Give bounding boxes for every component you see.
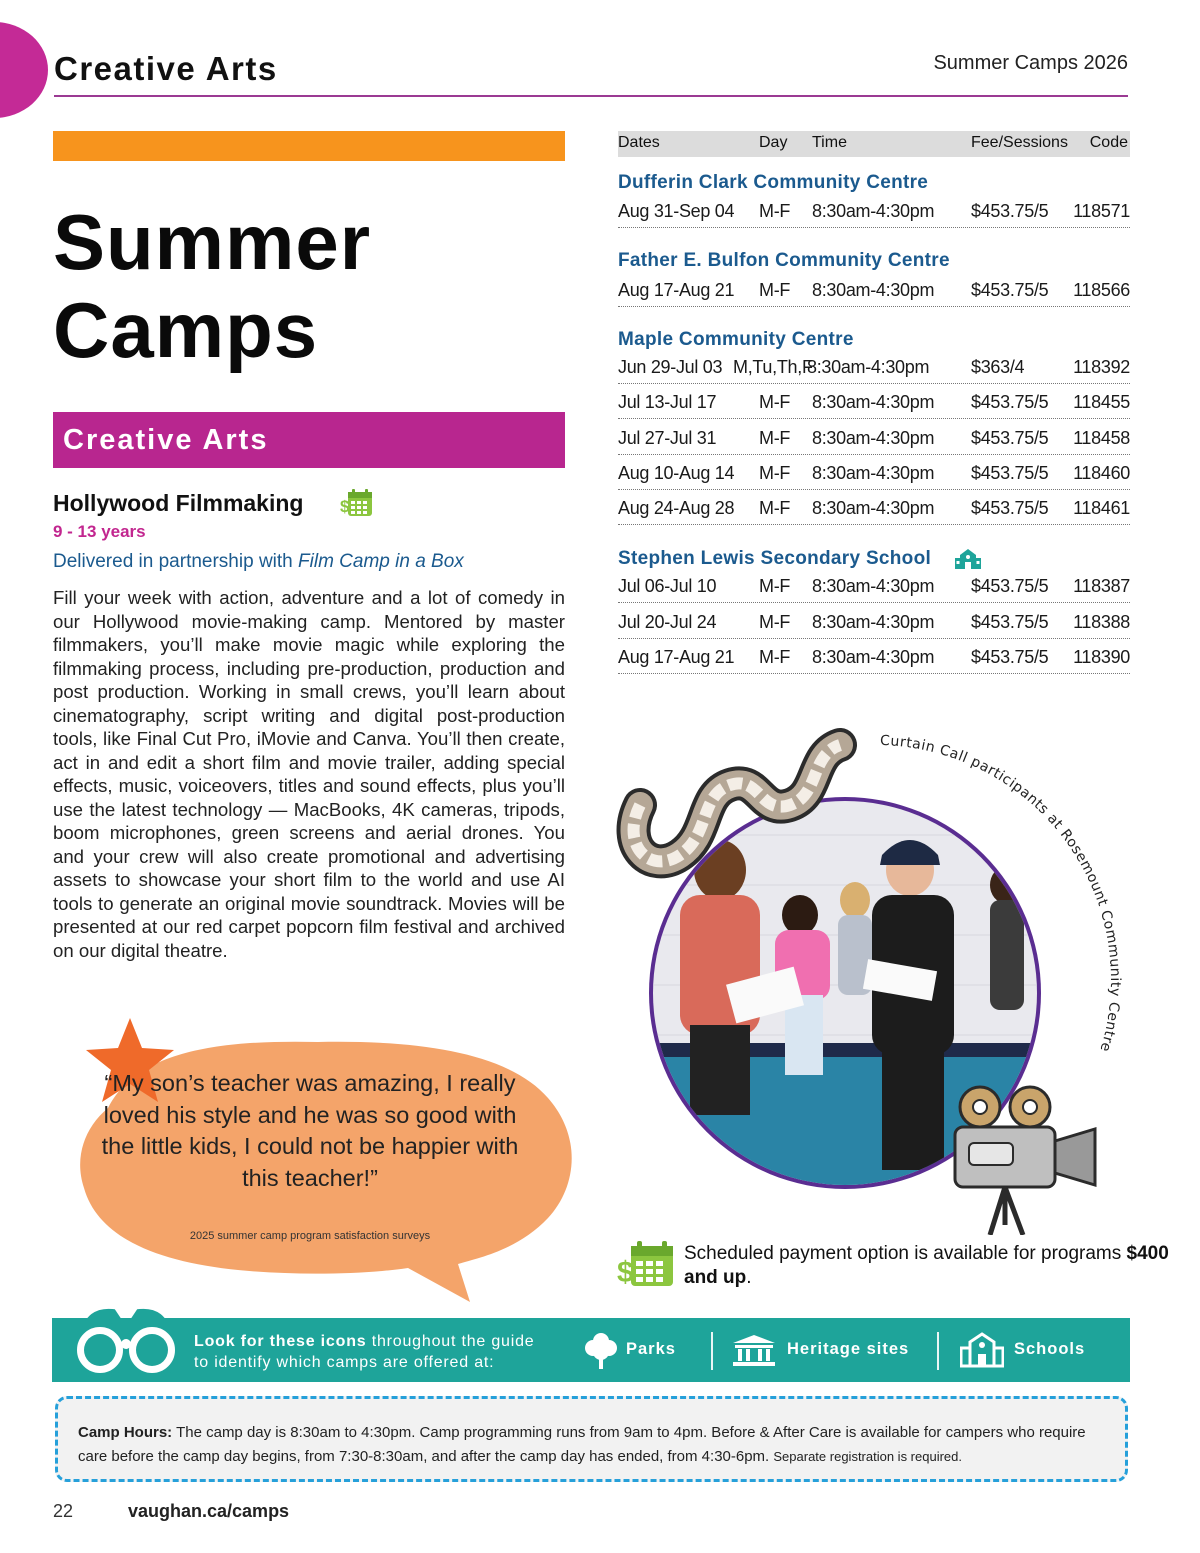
camp-hours-note: Separate registration is required. — [773, 1449, 962, 1464]
photo-caption: Curtain Call participants at Rosemount Community Centre — [879, 732, 1123, 1054]
location-name: Father E. Bulfon Community Centre — [618, 250, 950, 271]
cell-dates: Jul 27-Jul 31 — [618, 428, 717, 448]
col-header-code: Code — [1089, 134, 1128, 151]
table-row — [618, 609, 1130, 639]
table-row — [618, 573, 1130, 603]
cell-fee: $363/4 — [971, 357, 1025, 377]
icon-legend-intro-rest: throughout the guide — [366, 1333, 535, 1350]
col-header-time: Time — [812, 134, 847, 151]
school-icon — [954, 548, 982, 570]
guide-title: Summer Camps 2026 — [933, 52, 1128, 74]
cell-time: 8:30am-4:30pm — [812, 280, 935, 300]
cell-code: 118387 — [1073, 576, 1130, 596]
table-row — [618, 389, 1130, 419]
cell-dates: Aug 17-Aug 21 — [618, 647, 735, 667]
cell-fee: $453.75/5 — [971, 280, 1049, 300]
cell-dates: Aug 10-Aug 14 — [618, 463, 735, 483]
table-row — [618, 644, 1130, 674]
header-divider — [54, 95, 1128, 97]
cell-day: M-F — [759, 201, 791, 221]
cell-day: M-F — [759, 392, 791, 412]
svg-text:$: $ — [340, 497, 350, 516]
cell-code: 118460 — [1073, 463, 1130, 483]
icon-legend-band — [52, 1318, 1130, 1382]
icon-legend-intro-bold: Look for these icons — [194, 1333, 367, 1350]
category-band-label: Creative Arts — [63, 424, 269, 456]
tree-icon — [584, 1331, 618, 1369]
payment-note — [684, 1242, 1200, 1290]
cell-dates: Jul 06-Jul 10 — [618, 576, 717, 596]
payment-note-end: . — [746, 1267, 752, 1288]
cell-code: 118458 — [1073, 428, 1130, 448]
cell-day: M-F — [759, 463, 791, 483]
section-header-title: Creative Arts — [54, 50, 278, 87]
svg-text:$: $ — [617, 1256, 634, 1289]
schedule-table-header — [618, 131, 1130, 157]
cell-dates: Jul 20-Jul 24 — [618, 612, 717, 632]
category-band — [53, 412, 565, 468]
col-header-day: Day — [759, 134, 788, 151]
scheduled-payment-icon — [340, 488, 374, 518]
page-number: 22 — [53, 1501, 74, 1521]
cell-day: M-F — [759, 647, 791, 667]
program-description: Fill your week with action, adventure and a lot of comedy in our Hollywood movie-making camp. Mentored by master filmmakers, you’ll make movie magic while exploring the filmmaking process, including pre-production, production and post production. Working in small crews, you’ll learn about cinematography, script writing and digital post-production tools, like Final Cut Pro, iMovie and Canva. You’ll then create, act in and edit a short film and movie trailer, adding special effects, music, voiceovers, titles and sound effects, plus you’ll use the latest technology — MacBooks, 4K cameras, tripods, boom microphones, green screens and aerial drones. You and your crew will also create promotional and advertising assets to showcase your short film to the world and use AI tools to generate an original movie soundtrack. Movies will be presented at our red carpet popcorn film festival and archived on our digital theatre. — [53, 587, 565, 961]
cell-time: 8:30am-4:30pm — [812, 392, 935, 412]
cell-day: M-F — [759, 576, 791, 596]
page-title-line2: Camps — [53, 286, 319, 374]
cell-dates: Aug 17-Aug 21 — [618, 280, 735, 300]
table-row — [618, 460, 1130, 490]
cell-day: M-F — [759, 428, 791, 448]
cell-time: 8:30am-4:30pm — [812, 576, 935, 596]
cell-fee: $453.75/5 — [971, 428, 1049, 448]
cell-fee: $453.75/5 — [971, 612, 1049, 632]
program-title: Hollywood Filmmaking — [53, 490, 304, 516]
movie-camera-icon — [955, 1087, 1095, 1235]
location-name: Dufferin Clark Community Centre — [618, 172, 929, 193]
col-header-fee: Fee/Sessions — [971, 134, 1068, 151]
legend-separator — [937, 1332, 939, 1370]
cell-day: M-F — [759, 280, 791, 300]
cell-time: 8:30am-4:30pm — [812, 463, 935, 483]
col-header-dates: Dates — [618, 134, 660, 151]
cell-time: 8:30am-4:30pm — [812, 201, 935, 221]
camp-photo — [610, 725, 1130, 1235]
cell-code: 118392 — [1073, 357, 1130, 377]
icon-legend-intro-line2: to identify which camps are offered at: — [194, 1354, 495, 1371]
cell-time: 8:30am-4:30pm — [812, 498, 935, 518]
cell-dates: Jul 13-Jul 17 — [618, 392, 717, 412]
program-partner — [53, 551, 464, 573]
cell-time: 8:30am-4:30pm — [812, 647, 935, 667]
cell-code: 118455 — [1073, 392, 1130, 412]
cell-fee: $453.75/5 — [971, 576, 1049, 596]
camp-hours-label: Camp Hours: — [78, 1424, 173, 1441]
table-row — [618, 354, 1130, 384]
testimonial-source: 2025 summer camp program satisfaction surveys — [189, 1230, 431, 1242]
legend-heritage-label: Heritage sites — [787, 1340, 910, 1358]
payment-note-text: Scheduled payment option is available for programs — [684, 1243, 1127, 1264]
page-title — [53, 198, 371, 374]
partner-prefix: Delivered in partnership with — [53, 551, 299, 572]
cell-day: M,Tu,Th,F — [733, 357, 813, 377]
payment-note-threshold: $400 and up — [684, 1243, 1169, 1288]
cell-code: 118388 — [1073, 612, 1130, 632]
program-ages: 9 - 13 years — [53, 522, 146, 541]
cell-code: 118461 — [1073, 498, 1130, 518]
cell-fee: $453.75/5 — [971, 392, 1049, 412]
legend-parks-label: Parks — [626, 1340, 676, 1358]
scheduled-payment-icon — [617, 1240, 675, 1290]
cell-dates: Jun 29-Jul 03 — [618, 357, 723, 377]
camp-hours-text — [78, 1421, 1108, 1469]
camp-hours-body: The camp day is 8:30am to 4:30pm. Camp programming runs from 9am to 4pm. Before & After Care is available for campers who require care before the camp day begins, from 7:30-8:30am, and after the camp day has ended, from 4:30-6pm. — [78, 1424, 1086, 1465]
table-row — [618, 277, 1130, 307]
testimonial-quote: “My son’s teacher was amazing, I really loved his style and he was so good with the little kids, I could not be happier with this teacher!” — [101, 1070, 519, 1191]
cell-fee: $453.75/5 — [971, 647, 1049, 667]
binoculars-icon — [70, 1304, 182, 1382]
cell-code: 118390 — [1073, 647, 1130, 667]
cell-time: 8:30am-4:30pm — [807, 357, 930, 377]
legend-separator — [711, 1332, 713, 1370]
cell-code: 118571 — [1073, 201, 1130, 221]
table-row — [618, 198, 1130, 228]
page-title-line1: Summer — [53, 198, 372, 286]
cell-day: M-F — [759, 498, 791, 518]
heritage-building-icon — [732, 1334, 776, 1366]
school-building-icon — [960, 1332, 1004, 1368]
cell-day: M-F — [759, 612, 791, 632]
legend-schools-label: Schools — [1014, 1340, 1086, 1358]
partner-name: Film Camp in a Box — [298, 551, 464, 572]
cell-time: 8:30am-4:30pm — [812, 612, 935, 632]
table-row — [618, 495, 1130, 525]
cell-dates: Aug 31-Sep 04 — [618, 201, 735, 221]
footer-url[interactable]: vaughan.ca/camps — [128, 1501, 290, 1521]
location-name: Maple Community Centre — [618, 329, 854, 350]
cell-fee: $453.75/5 — [971, 201, 1049, 221]
cell-fee: $453.75/5 — [971, 498, 1049, 518]
location-name: Stephen Lewis Secondary School — [618, 548, 932, 569]
icon-legend-intro — [194, 1331, 535, 1373]
camp-hours-box — [55, 1396, 1128, 1482]
cell-fee: $453.75/5 — [971, 463, 1049, 483]
cell-dates: Aug 24-Aug 28 — [618, 498, 735, 518]
table-row — [618, 425, 1130, 455]
section-tab-marker — [0, 22, 48, 118]
accent-bar — [53, 131, 565, 161]
cell-time: 8:30am-4:30pm — [812, 428, 935, 448]
cell-code: 118566 — [1073, 280, 1130, 300]
